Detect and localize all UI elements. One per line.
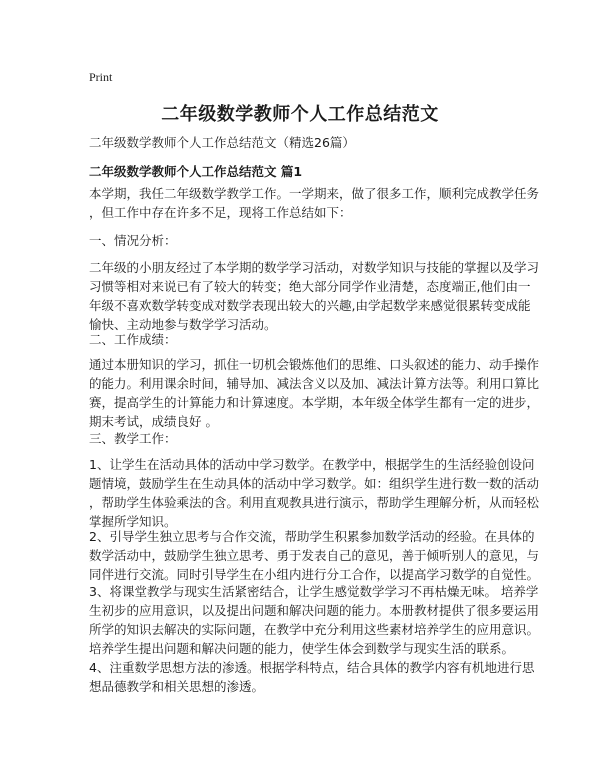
text-line: 数学活动中，鼓励学生独立思考、勇于发表自己的意见，善于倾听别人的意见，与	[89, 548, 540, 563]
text-line: 的能力。利用课余时间，辅导加、减法含义以及加、减法计算方法等。利用口算比	[89, 376, 540, 391]
paragraph-item-2	[89, 527, 540, 584]
text-line: 想品德教学和相关思想的渗透。	[89, 679, 265, 694]
text-line: 二年级的小朋友经过了本学期的数学学习活动，对数学知识与技能的掌握以及学习	[89, 260, 540, 275]
paragraph-intro	[89, 184, 540, 222]
paragraph-item-4	[89, 658, 535, 696]
text-line: 同伴进行交流。同时引导学生在小组内进行分工合作，以提高学习数学的自觉性。	[89, 567, 540, 582]
text-line: 赛，提高学生的计算能力和计算速度。本学期，本年级全体学生都有一定的进步，	[89, 395, 540, 410]
text-line: 年级不喜欢数学转变成对数学表现出较大的兴趣,由学起数学来感觉很累转变成能	[89, 298, 531, 313]
document-subtitle: 二年级数学教师个人工作总结范文（精选26篇）	[89, 135, 355, 150]
text-line: 愉快、主动地参与数学学习活动。	[89, 317, 277, 332]
text-line: 掌握所学知识。	[89, 514, 177, 529]
text-line: 生初步的应用意识，以及提出问题和解决问题的能力。本册教材提供了很多要运用	[89, 603, 540, 618]
text-line: ，但工作中存在许多不足，现将工作总结如下：	[89, 205, 352, 220]
text-line: ，帮助学生体验乘法的含。利用直观教具进行演示，帮助学生理解分析，从而轻松	[89, 495, 540, 510]
paragraph-item-3	[89, 582, 540, 658]
heading-work-results	[89, 330, 527, 349]
text-line: 4、注重数学思想方法的渗透。根据学科特点，结合具体的教学内容有机地进行思	[89, 660, 535, 675]
text-line: 期末考试，成绩良好 。	[89, 414, 218, 429]
text-line: 所学的知识去解决的实际问题，在教学中充分利用这些素材培养学生的应用意识。	[89, 622, 540, 637]
text-line: 本学期，我任二年级数学教学工作。一学期来，做了很多工作，顺利完成教学任务	[89, 186, 540, 201]
document-title: 二年级数学教师个人工作总结范文	[161, 104, 439, 125]
heading-teaching-work	[89, 429, 527, 448]
paragraph-item-1	[89, 455, 540, 531]
text-line: 二、工作成绩：	[89, 332, 177, 347]
text-line: 培养学生提出问题和解决问题的能力，使学生体会到数学与现实生活的联系。	[89, 641, 515, 656]
text-line: 一、情况分析：	[89, 233, 177, 248]
text-line: 通过本册知识的学习，抓住一切机会锻炼他们的思维、口头叙述的能力、动手操作	[89, 357, 540, 372]
text-line: 3、将课堂教学与现实生活紧密结合，让学生感觉数学学习不再枯燥无味。 培养学	[89, 584, 539, 599]
text-line: 1、让学生在活动具体的活动中学习数学。在教学中，根据学生的生活经验创设问	[89, 457, 535, 472]
print-label[interactable]: Print	[89, 70, 113, 84]
paragraph-results	[89, 355, 540, 431]
text-line: 2、引导学生独立思考与合作交流，帮助学生积累参加数学活动的经验。在具体的	[89, 529, 535, 544]
heading-situation-analysis	[89, 231, 527, 250]
text-line: 习惯等相对来说已有了较大的转变；绝大部分同学作业清楚，态度端正,他们由一	[89, 279, 531, 294]
section-title: 二年级数学教师个人工作总结范文 篇1	[89, 164, 303, 179]
paragraph-situation	[89, 258, 540, 334]
text-line: 题情境，鼓励学生在生动具体的活动中学习数学。如：组织学生进行数一数的活动	[89, 476, 540, 491]
text-line: 三、教学工作：	[89, 431, 177, 446]
